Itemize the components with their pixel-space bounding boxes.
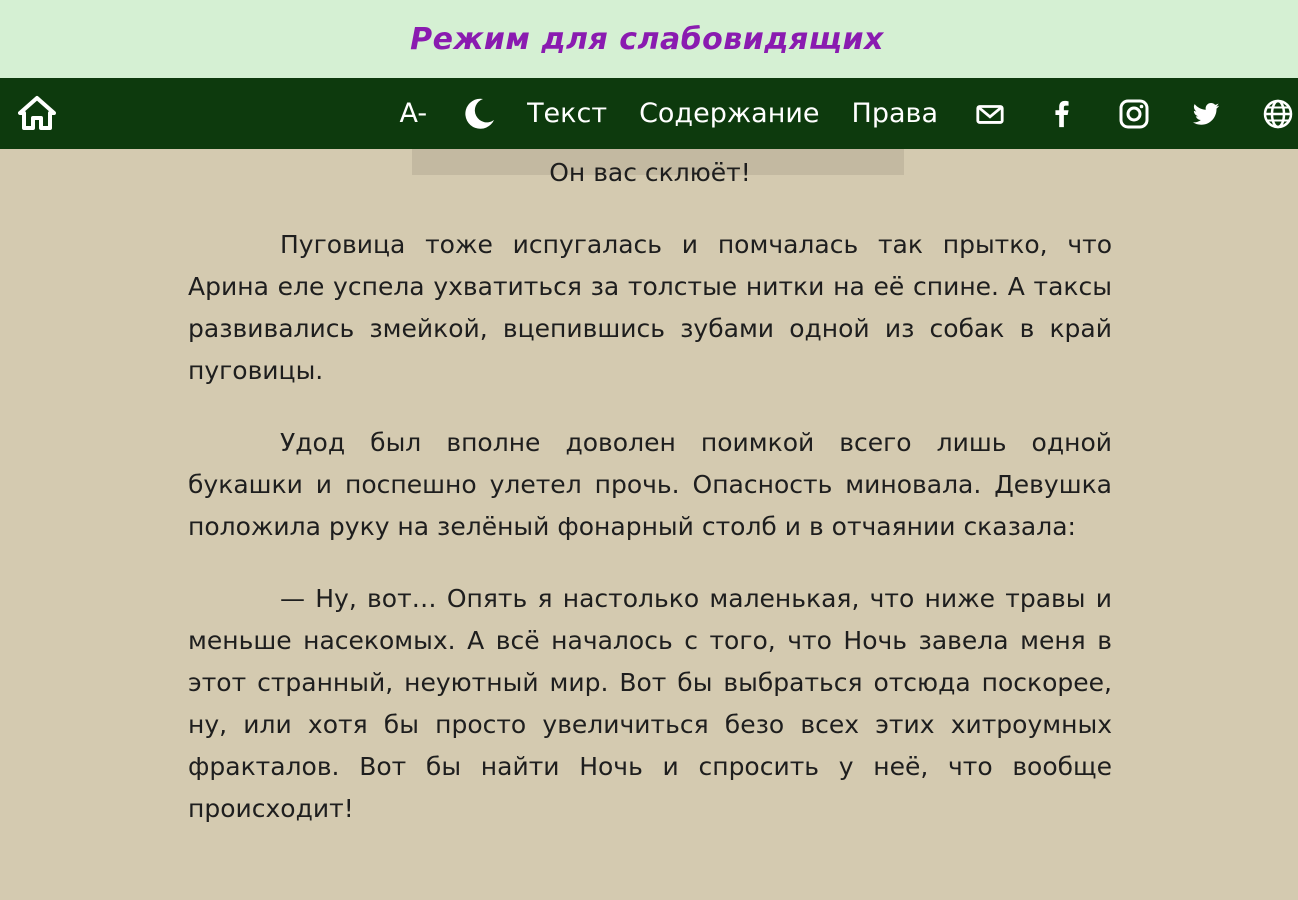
facebook-icon[interactable] (1046, 98, 1078, 130)
text-paragraph: Удод был вполне доволен поимкой всего лишь одной букашки и поспешно улетел прочь. Опасность миновала. Девушка положила руку на зелёный фонарный столб и в отчаянии сказала: (188, 428, 1112, 541)
font-size-button[interactable]: A- (399, 98, 428, 129)
moon-icon[interactable] (461, 96, 497, 132)
globe-icon[interactable] (1262, 98, 1294, 130)
nav-menu (399, 78, 1298, 149)
text-paragraph: Пуговица тоже испугалась и помчалась так прытко, что Арина еле успела ухватиться за толстые нитки на её спине. А таксы развивались змейкой, вцепившись зубами одной из собак в край пуговицы. (188, 230, 1112, 385)
text-paragraph: — Ну, вот… Опять я настолько маленькая, что ниже травы и меньше насекомых. А всё началось с того, что Ночь завела меня в этот странный, неуютный мир. Вот бы выбраться отсюда поскорее, ну, или хотя бы просто увеличиться безо всех этих хитроумных фракталов. Вот бы найти Ночь и спросить у неё, что вообще происходит! (188, 584, 1112, 823)
twitter-icon[interactable] (1190, 98, 1222, 130)
reading-content (188, 150, 1112, 860)
banner-title: Режим для слабовидящих (410, 21, 884, 57)
home-icon[interactable] (18, 94, 56, 132)
instagram-icon[interactable] (1118, 98, 1150, 130)
top-navbar (0, 78, 1298, 149)
text-paragraph: Он вас склюёт! (549, 158, 751, 187)
contents-button[interactable]: Содержание (639, 98, 820, 129)
text-button[interactable]: Текст (527, 98, 608, 129)
mail-icon[interactable] (974, 98, 1006, 130)
accessibility-banner (0, 0, 1298, 78)
rights-button[interactable]: Права (851, 98, 938, 129)
